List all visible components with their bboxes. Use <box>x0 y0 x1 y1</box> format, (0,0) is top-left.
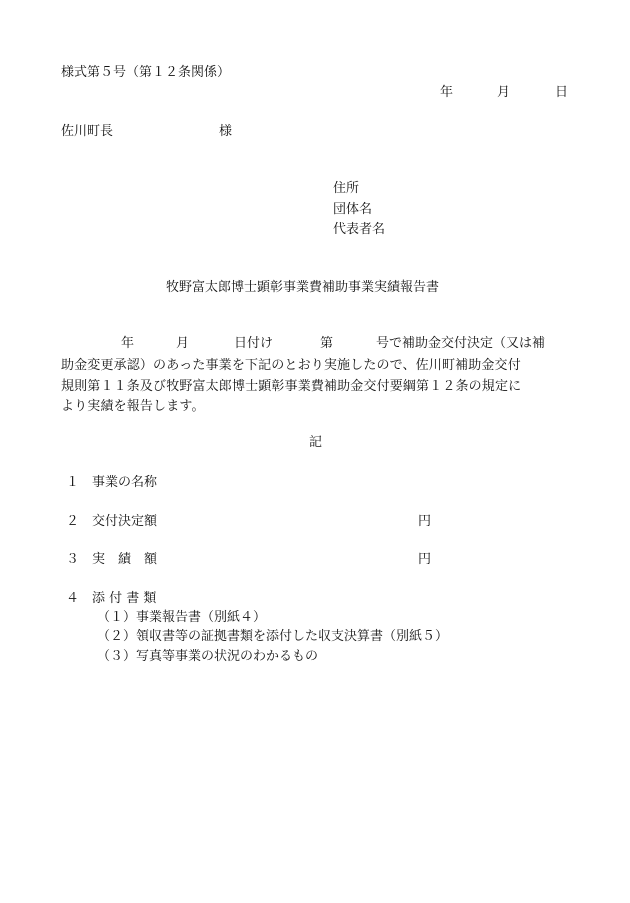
attachment-item: （１）事業報告書（別紙４） <box>97 610 267 625</box>
item-number: ３ <box>66 552 80 567</box>
ki-heading: 記 <box>309 435 323 450</box>
address-label: 住所 <box>333 181 360 196</box>
body-line-4: より実績を報告します。 <box>61 399 205 414</box>
item-unit: 円 <box>418 514 432 529</box>
form-number: 様式第５号（第１２条関係） <box>61 65 231 80</box>
item-number: １ <box>66 475 80 490</box>
date-month: 月 <box>497 85 511 100</box>
item-label: 添 付 書 類 <box>92 591 157 606</box>
addressee-honorific: 様 <box>219 124 233 139</box>
document-title: 牧野富太郎博士顕彰事業費補助事業実績報告書 <box>166 280 440 295</box>
organization-label: 団体名 <box>333 202 373 217</box>
representative-label: 代表者名 <box>333 222 386 237</box>
addressee-name: 佐川町長 <box>61 124 114 139</box>
item-number: ２ <box>66 514 80 529</box>
body-line1-rest: 号で補助金交付決定（又は補 <box>376 336 546 351</box>
body-line-3: 規則第１１条及び牧野富太郎博士顕彰事業費補助金交付要綱第１２条の規定に <box>61 379 522 394</box>
attachment-item: （２）領収書等の証拠書類を添付した収支決算書（別紙５） <box>97 629 449 644</box>
body-date-suffix: 日付け <box>234 336 274 351</box>
body-month: 月 <box>176 336 190 351</box>
item-label: 実 績 額 <box>92 552 158 567</box>
body-year: 年 <box>121 336 135 351</box>
date-year: 年 <box>440 85 454 100</box>
item-number: ４ <box>66 591 80 606</box>
date-day: 日 <box>555 85 569 100</box>
attachment-item: （３）写真等事業の状況のわかるもの <box>97 649 319 664</box>
body-dai: 第 <box>320 336 334 351</box>
item-unit: 円 <box>418 552 432 567</box>
body-line-2: 助金変更承認）のあった事業を下記のとおり実施したので、佐川町補助金交付 <box>61 358 521 373</box>
item-label: 事業の名称 <box>92 475 158 490</box>
item-label: 交付決定額 <box>92 514 158 529</box>
